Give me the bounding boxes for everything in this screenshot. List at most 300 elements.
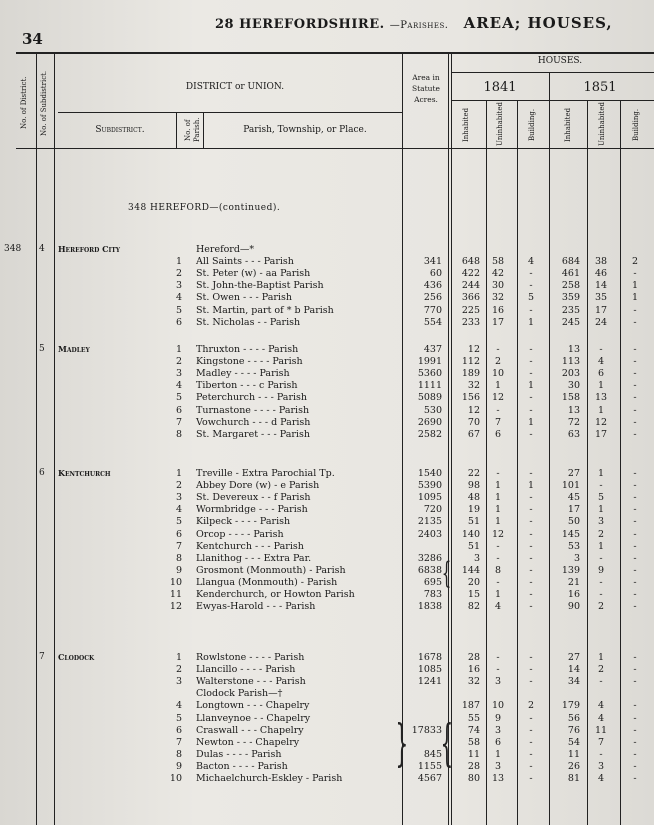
- cell-b41: 1: [527, 416, 535, 428]
- clodock-houses-brace: {: [440, 714, 454, 772]
- header-uninhabited-1851: Uninhabited: [598, 102, 606, 146]
- cell-i41: 112: [461, 356, 480, 368]
- cell-area: 5390: [417, 480, 442, 492]
- cell-area: 1991: [417, 356, 442, 368]
- cell-b41: 1: [527, 316, 535, 328]
- cell-b51: -: [633, 552, 637, 564]
- cell-b41: -: [529, 504, 533, 516]
- cell-i41: 28: [467, 760, 480, 772]
- cell-area: 1095: [417, 492, 442, 504]
- cell-i41: 366: [461, 292, 480, 304]
- cell-area: 436: [423, 280, 442, 292]
- cell-b51: -: [633, 428, 637, 440]
- houses-rule: [452, 72, 654, 73]
- cell-u41: 6: [494, 736, 502, 748]
- cell-u41: 13: [491, 773, 505, 784]
- cell-u51: 4: [597, 356, 605, 368]
- cell-b51: -: [633, 564, 637, 576]
- cell-place: Llanithog - - - Extra Par.: [196, 552, 312, 564]
- cell-area: 770: [423, 304, 442, 316]
- cell-u41: -: [496, 652, 500, 663]
- table-row: [0, 529, 654, 541]
- cell-b41: -: [529, 676, 533, 688]
- table-row: [0, 405, 654, 417]
- cell-i41: 11: [467, 748, 480, 760]
- cell-i41: 51: [467, 540, 480, 552]
- cell-u41: 10: [491, 700, 505, 712]
- table-row: [0, 565, 654, 577]
- cell-area: 4567: [417, 773, 442, 784]
- cell-no: 4: [175, 292, 182, 304]
- cell-area: 1111: [417, 380, 442, 392]
- cell-u51: 1: [597, 504, 605, 516]
- cell-u51: 1: [597, 652, 605, 663]
- header-uninhabited-1841: Uninhabited: [496, 102, 504, 146]
- cell-i51: 72: [567, 416, 580, 428]
- cell-place: Walterstone - - - Parish: [196, 676, 306, 688]
- cell-u41: 1: [494, 748, 502, 760]
- cell-i41: 67: [467, 428, 480, 440]
- cell-b41: -: [529, 516, 533, 528]
- cell-no: 5: [175, 516, 182, 528]
- cell-u51: -: [599, 344, 603, 355]
- cell-b41: 1: [527, 480, 535, 492]
- cell-area: 60: [429, 268, 442, 280]
- running-head: [215, 14, 613, 32]
- cell-u51: 24: [594, 316, 608, 328]
- cell-i41: 98: [467, 480, 480, 492]
- cell-i51: 53: [567, 540, 580, 552]
- subdistrict-number: 4: [39, 244, 45, 254]
- cell-b41: -: [529, 773, 533, 784]
- cell-i41: 32: [467, 380, 480, 392]
- cell-no: 6: [175, 528, 182, 540]
- table-row: [0, 688, 654, 700]
- cell-area: 437: [423, 344, 442, 355]
- cell-i51: 27: [567, 652, 580, 663]
- cell-no: 2: [175, 268, 182, 280]
- cell-i51: 461: [561, 268, 580, 280]
- cell-u51: 6: [597, 368, 605, 380]
- cell-u51: 14: [594, 280, 608, 292]
- cell-i51: 81: [567, 773, 580, 784]
- cell-no: 4: [175, 504, 182, 516]
- table-row: [0, 761, 654, 773]
- cell-b41: 2: [527, 700, 535, 712]
- cell-u41: -: [496, 664, 500, 676]
- table-row: [0, 368, 654, 380]
- cell-place: Treville - Extra Parochial Tp.: [196, 468, 335, 479]
- running-head-title: AREA; HOUSES,: [463, 14, 613, 32]
- cell-u41: -: [496, 468, 500, 479]
- running-head-county: 28 HEREFORDSHIRE.: [215, 17, 385, 32]
- cell-u41: -: [496, 540, 500, 552]
- cell-place: St. Martin, part of * b Parish: [196, 304, 334, 316]
- cell-b51: -: [633, 344, 637, 355]
- cell-b51: -: [633, 652, 637, 663]
- cell-area: 341: [423, 256, 442, 268]
- cell-area: 6838: [417, 564, 442, 576]
- cell-place: St. Nicholas - - Parish: [196, 316, 301, 328]
- cell-u51: -: [599, 552, 603, 564]
- cell-b41: -: [529, 748, 533, 760]
- cell-b41: -: [529, 564, 533, 576]
- cell-no: 6: [175, 316, 182, 328]
- cell-place: Vowchurch - - - d Parish: [196, 416, 311, 428]
- cell-b51: -: [633, 528, 637, 540]
- cell-b51: 1: [631, 280, 639, 292]
- cell-i51: 3: [573, 552, 580, 564]
- cell-no: 3: [175, 368, 182, 380]
- cell-b51: 2: [631, 256, 639, 268]
- cell-area: 783: [423, 589, 442, 600]
- cell-u51: 5: [597, 492, 605, 504]
- cell-i51: 16: [567, 589, 580, 600]
- table-row: [0, 344, 654, 356]
- cell-u51: 4: [597, 773, 605, 784]
- cell-no: 10: [169, 773, 182, 784]
- cell-u41: 12: [491, 392, 505, 404]
- cell-place: Hereford—*: [196, 244, 255, 255]
- cell-place: Rowlstone - - - - Parish: [196, 652, 305, 663]
- table-row: [0, 504, 654, 516]
- cell-b41: 1: [527, 380, 535, 392]
- cell-b41: -: [529, 356, 533, 368]
- cell-b51: -: [633, 712, 637, 724]
- cell-no: 8: [175, 552, 182, 564]
- cell-area: 2690: [417, 416, 442, 428]
- cell-u51: 3: [597, 516, 605, 528]
- table-row: [0, 292, 654, 304]
- cell-u41: 6: [494, 428, 502, 440]
- cell-place: Kenderchurch, or Howton Parish: [196, 589, 355, 600]
- cell-i41: 12: [467, 404, 480, 416]
- table-row: [0, 516, 654, 528]
- cell-b51: -: [633, 268, 637, 280]
- kentchurch-area-brace: {: [441, 556, 452, 591]
- cell-b51: -: [633, 773, 637, 784]
- cell-b41: -: [529, 601, 533, 613]
- cell-place: Llancillo - - - - Parish: [196, 664, 296, 676]
- cell-u51: 38: [594, 256, 608, 268]
- header-no-district: No. of District.: [20, 76, 28, 130]
- cell-u51: 4: [597, 700, 605, 712]
- cell-i41: 82: [467, 601, 480, 613]
- table-row: [0, 541, 654, 553]
- cell-i51: 245: [561, 316, 580, 328]
- header-no-subdistrict: No. of Subdistrict.: [40, 70, 48, 136]
- cell-b51: -: [633, 356, 637, 368]
- cell-area: 2403: [417, 528, 442, 540]
- cell-b41: -: [529, 428, 533, 440]
- cell-u51: -: [599, 676, 603, 688]
- cell-i51: 45: [567, 492, 580, 504]
- cell-i51: 34: [567, 676, 580, 688]
- cell-b41: -: [529, 736, 533, 748]
- cell-no: 5: [175, 392, 182, 404]
- cell-b51: -: [633, 516, 637, 528]
- cell-i51: 13: [567, 404, 580, 416]
- cell-b51: -: [633, 404, 637, 416]
- cell-i51: 54: [567, 736, 580, 748]
- cell-no: 9: [175, 564, 182, 576]
- cell-u51: 17: [594, 428, 608, 440]
- cell-place: Peterchurch - - - Parish: [196, 392, 308, 404]
- cell-u41: 32: [491, 292, 505, 304]
- cell-place: Longtown - - - Chapelry: [196, 700, 310, 712]
- cell-i51: 11: [567, 748, 580, 760]
- cell-u41: 1: [494, 492, 502, 504]
- cell-no: 1: [175, 468, 182, 479]
- table-row: [0, 589, 654, 601]
- cell-no: 12: [169, 601, 182, 613]
- subdistrict-number: 6: [39, 468, 45, 478]
- table-row: [0, 317, 654, 329]
- cell-i41: 80: [467, 773, 480, 784]
- cell-place: Thruxton - - - - Parish: [196, 344, 299, 355]
- table-row: [0, 356, 654, 368]
- cell-b41: -: [529, 724, 533, 736]
- header-inhabited-1841: Inhabited: [462, 107, 470, 143]
- cell-i51: 359: [561, 292, 580, 304]
- cell-b51: -: [633, 601, 637, 613]
- cell-u41: 30: [491, 280, 505, 292]
- table-row: [0, 652, 654, 664]
- cell-b41: -: [529, 392, 533, 404]
- cell-area: 720: [423, 504, 442, 516]
- cell-b41: -: [529, 712, 533, 724]
- cell-place: St. John-the-Baptist Parish: [196, 280, 324, 292]
- cell-b41: -: [529, 528, 533, 540]
- cell-area: 554: [423, 316, 442, 328]
- cell-b41: -: [529, 492, 533, 504]
- cell-i41: 144: [461, 564, 480, 576]
- table-row: [0, 417, 654, 429]
- cell-i41: 225: [461, 304, 480, 316]
- cell-i41: 244: [461, 280, 480, 292]
- table-row: [0, 305, 654, 317]
- cell-no: 1: [175, 256, 182, 268]
- table-row: [0, 280, 654, 292]
- cell-place: Craswall - - - Chapelry: [196, 724, 304, 736]
- cell-area: 17833: [411, 724, 442, 736]
- cell-i41: 422: [461, 268, 480, 280]
- cell-u41: 1: [494, 480, 502, 492]
- cell-b41: -: [529, 652, 533, 663]
- cell-u41: 12: [491, 528, 505, 540]
- table-row: [0, 601, 654, 613]
- cell-b41: -: [529, 344, 533, 355]
- cell-place: Bacton - - - - Parish: [196, 760, 288, 772]
- subdistrict-name: Kentchurch: [58, 468, 111, 478]
- cell-i41: 22: [467, 468, 480, 479]
- cell-u41: 4: [494, 601, 502, 613]
- cell-i41: 48: [467, 492, 480, 504]
- table-row: [0, 392, 654, 404]
- cell-i41: 58: [467, 736, 480, 748]
- header-building-1841: Building.: [528, 108, 536, 142]
- cell-i51: 63: [567, 428, 580, 440]
- cell-b41: 5: [527, 292, 535, 304]
- cell-i51: 235: [561, 304, 580, 316]
- cell-no: 2: [175, 480, 182, 492]
- cell-area: 1155: [417, 760, 442, 772]
- table-row: [0, 380, 654, 392]
- cell-b51: -: [633, 492, 637, 504]
- cell-b51: -: [633, 760, 637, 772]
- cell-b41: -: [529, 368, 533, 380]
- cell-u41: 16: [491, 304, 505, 316]
- cell-no: 7: [175, 736, 182, 748]
- header-area: Area in Statute Acres.: [412, 73, 440, 104]
- cell-b51: -: [633, 416, 637, 428]
- cell-b41: -: [529, 304, 533, 316]
- table-row: [0, 664, 654, 676]
- cell-no: 11: [169, 589, 182, 600]
- cell-u51: 1: [597, 468, 605, 479]
- cell-area: 2135: [417, 516, 442, 528]
- cell-b51: -: [633, 368, 637, 380]
- cell-u41: 10: [491, 368, 505, 380]
- cell-i51: 56: [567, 712, 580, 724]
- cell-u41: 1: [494, 504, 502, 516]
- cell-i51: 684: [561, 256, 580, 268]
- cell-no: 8: [175, 428, 182, 440]
- header-no-parish: No. of Parish.: [184, 117, 201, 143]
- cell-u51: -: [599, 480, 603, 492]
- cell-u51: 3: [597, 760, 605, 772]
- cell-i51: 21: [567, 576, 580, 588]
- header-building-1851: Building.: [632, 108, 640, 142]
- header-district-or-union: DISTRICT or UNION.: [185, 82, 285, 92]
- cell-place: Tiberton - - - c Parish: [196, 380, 298, 392]
- cell-b41: -: [529, 552, 533, 564]
- cell-i51: 14: [567, 664, 580, 676]
- cell-u41: 7: [494, 416, 502, 428]
- section-title: 348 HEREFORD—(continued).: [128, 203, 281, 213]
- cell-area: 695: [423, 576, 442, 588]
- cell-area: 1540: [417, 468, 442, 479]
- cell-b51: -: [633, 504, 637, 516]
- cell-i41: 3: [473, 552, 480, 564]
- subdistrict-name: Hereford City: [58, 244, 121, 254]
- cell-u51: 2: [597, 601, 605, 613]
- cell-u51: 1: [597, 380, 605, 392]
- table-top-rule: [16, 52, 654, 54]
- cell-b41: -: [529, 404, 533, 416]
- cell-place: Abbey Dore (w) - e Parish: [196, 480, 320, 492]
- cell-i51: 30: [567, 380, 580, 392]
- cell-u41: -: [496, 404, 500, 416]
- cell-no: 3: [175, 492, 182, 504]
- cell-i51: 258: [561, 280, 580, 292]
- cell-b41: 4: [527, 256, 535, 268]
- cell-b51: 1: [631, 292, 639, 304]
- table-row: [0, 676, 654, 688]
- cell-b51: -: [633, 480, 637, 492]
- cell-u51: 46: [594, 268, 608, 280]
- cell-no: 2: [175, 356, 182, 368]
- cell-u41: 3: [494, 724, 502, 736]
- cell-no: 9: [175, 760, 182, 772]
- table-row: [0, 725, 654, 737]
- cell-place: St. Peter (w) - aa Parish: [196, 268, 311, 280]
- cell-area: 1085: [417, 664, 442, 676]
- cell-place: Grosmont (Monmouth) - Parish: [196, 564, 346, 576]
- cell-i41: 55: [467, 712, 480, 724]
- cell-no: 7: [175, 540, 182, 552]
- table-row: [0, 749, 654, 761]
- clodock-area-brace-left: }: [395, 714, 409, 772]
- cell-i41: 648: [461, 256, 480, 268]
- cell-area: 5089: [417, 392, 442, 404]
- cell-place: Dulas - - - - Parish: [196, 748, 282, 760]
- table-row: [0, 492, 654, 504]
- cell-i51: 179: [561, 700, 580, 712]
- cell-u41: 1: [494, 380, 502, 392]
- table-row: [0, 737, 654, 749]
- cell-u51: 7: [597, 736, 605, 748]
- cell-no: 8: [175, 748, 182, 760]
- cell-no: 7: [175, 416, 182, 428]
- cell-i51: 139: [561, 564, 580, 576]
- cell-i51: 145: [561, 528, 580, 540]
- cell-b51: -: [633, 724, 637, 736]
- cell-u51: 13: [594, 392, 608, 404]
- cell-i51: 76: [567, 724, 580, 736]
- cell-b41: -: [529, 589, 533, 600]
- year-rule: [452, 100, 654, 101]
- cell-u41: 58: [491, 256, 505, 268]
- cell-no: 5: [175, 712, 182, 724]
- cell-no: 1: [175, 344, 182, 355]
- cell-u41: 1: [494, 589, 502, 600]
- header-parish-township: Parish, Township, or Place.: [243, 125, 367, 135]
- cell-i41: 16: [467, 664, 480, 676]
- cell-b51: -: [633, 736, 637, 748]
- cell-i41: 233: [461, 316, 480, 328]
- cell-u41: 8: [494, 564, 502, 576]
- cell-b41: -: [529, 576, 533, 588]
- cell-u51: -: [599, 589, 603, 600]
- cell-u41: 3: [494, 676, 502, 688]
- cell-i41: 187: [461, 700, 480, 712]
- cell-u51: 35: [594, 292, 608, 304]
- cell-no: 3: [175, 676, 182, 688]
- cell-place: Kingstone - - - - Parish: [196, 356, 303, 368]
- cell-i51: 113: [561, 356, 580, 368]
- cell-no: 1: [175, 652, 182, 663]
- cell-i51: 13: [567, 344, 580, 355]
- cell-u41: 17: [491, 316, 505, 328]
- cell-area: 5360: [417, 368, 442, 380]
- cell-area: 3286: [417, 552, 442, 564]
- cell-no: 4: [175, 700, 182, 712]
- cell-place: Llangua (Monmouth) - Parish: [196, 576, 338, 588]
- cell-u41: 2: [494, 356, 502, 368]
- cell-b51: -: [633, 392, 637, 404]
- cell-b41: -: [529, 760, 533, 772]
- cell-place: Madley - - - - Parish: [196, 368, 290, 380]
- cell-place: Michaelchurch-Eskley - Parish: [196, 773, 343, 784]
- cell-i51: 101: [561, 480, 580, 492]
- cell-u41: 1: [494, 516, 502, 528]
- cell-u41: -: [496, 552, 500, 564]
- cell-b41: -: [529, 468, 533, 479]
- cell-i41: 19: [467, 504, 480, 516]
- cell-place: Orcop - - - - Parish: [196, 528, 284, 540]
- subdistrict-number: 5: [39, 344, 45, 354]
